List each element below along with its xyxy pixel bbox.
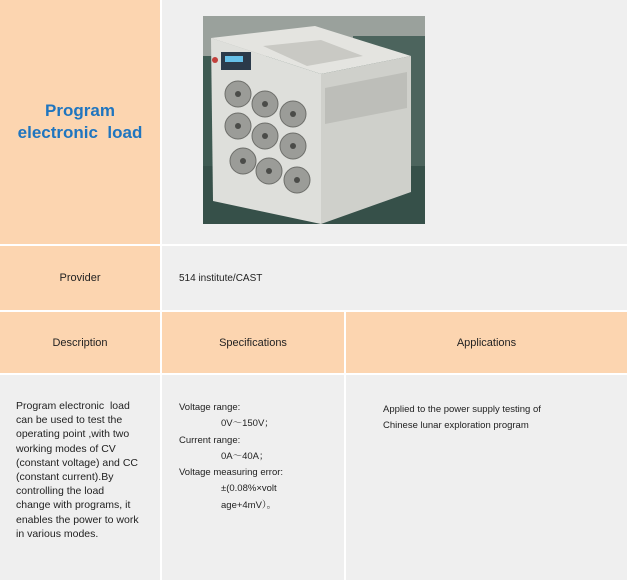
current-range-value: 0A～40A； — [221, 450, 269, 462]
specifications-text — [162, 375, 344, 580]
voltage-error-value-line-1: ±(0.08%×volt — [221, 483, 277, 495]
description-line: can be used to test the — [16, 414, 123, 427]
current-range-label: Current range: — [179, 434, 241, 446]
description-text — [0, 375, 160, 580]
description-line: working modes of CV — [16, 442, 116, 455]
description-line: controlling the load — [16, 485, 105, 498]
description-line: enables the power to work — [16, 513, 139, 526]
voltage-error-label: Voltage measuring error: — [179, 467, 284, 479]
voltage-range-label: Voltage range: — [179, 402, 241, 413]
description-line: operating point ,with two — [16, 428, 130, 441]
product-title-line-1: Program — [45, 101, 115, 120]
voltage-error-value-line-2: age+4mV）。 — [221, 499, 277, 511]
specifications-header: Specifications — [162, 312, 344, 373]
provider-label: Provider — [0, 246, 160, 310]
description-line: change with programs, it — [16, 499, 131, 512]
product-photo — [203, 16, 425, 224]
applications-line-2: Chinese lunar exploration program — [383, 420, 529, 431]
description-line: in various modes. — [16, 527, 99, 540]
description-line: (constant voltage) and CC — [16, 456, 138, 469]
voltage-range-value: 0V～150V； — [221, 418, 274, 430]
product-title-line-2: electronic load — [17, 123, 143, 142]
description-header: Description — [0, 312, 160, 373]
applications-line-1: Applied to the power supply testing of — [383, 404, 541, 415]
description-line: Program electronic load — [16, 400, 130, 412]
applications-header: Applications — [346, 312, 627, 373]
product-title-cell — [0, 0, 160, 244]
product-photo-cell — [162, 0, 627, 244]
description-line: (constant current).By — [16, 471, 114, 484]
applications-text — [346, 375, 627, 580]
product-title — [15, 100, 145, 144]
provider-value: 514 institute/CAST — [162, 246, 627, 310]
